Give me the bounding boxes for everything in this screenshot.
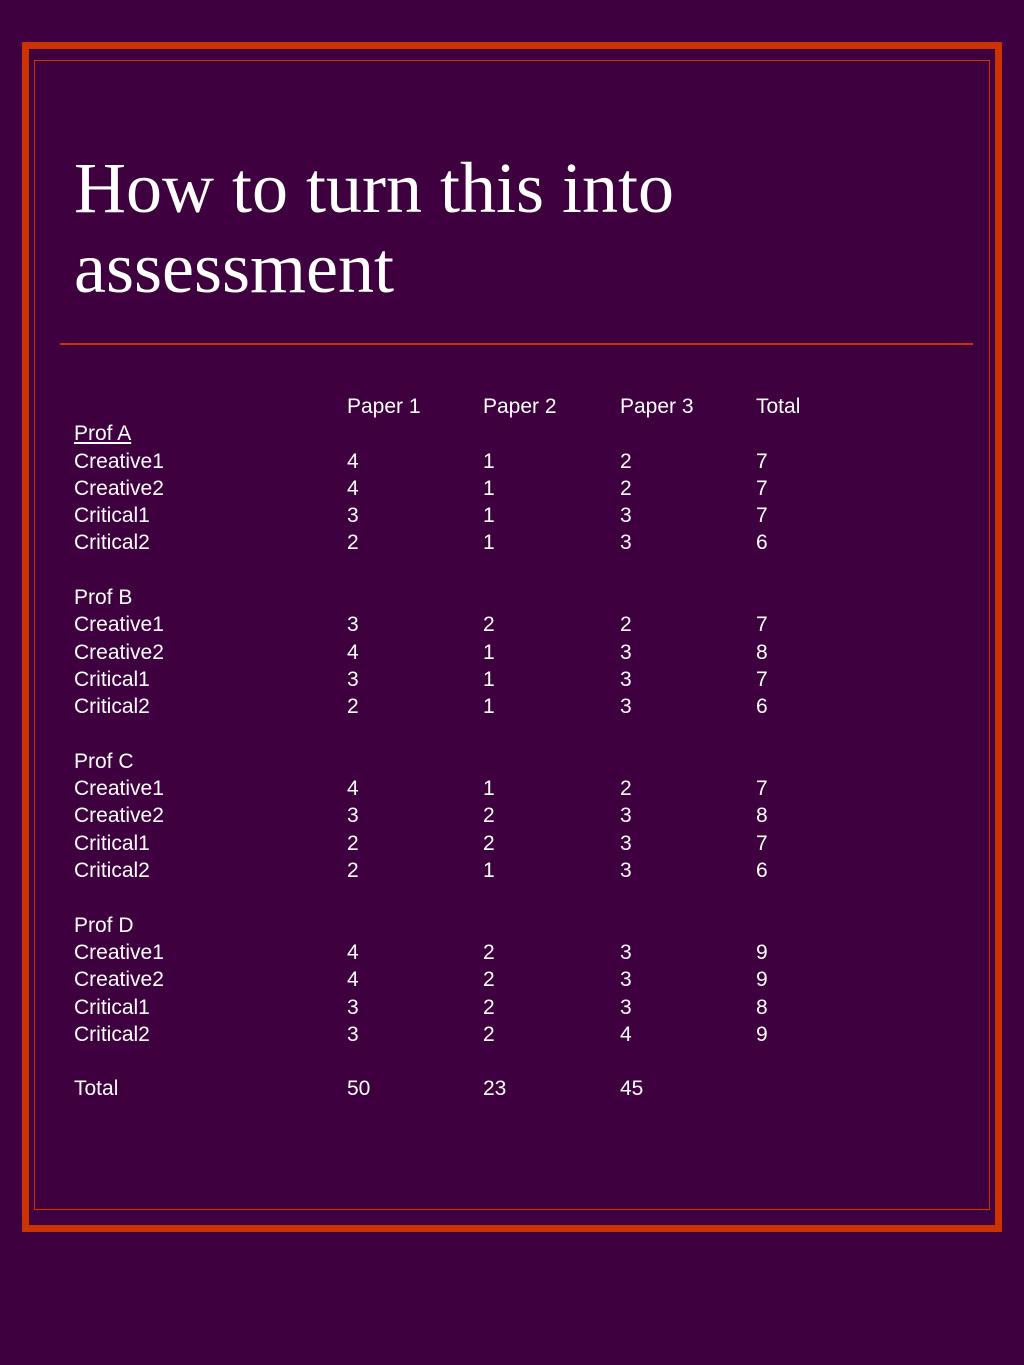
table-row xyxy=(74,502,856,529)
paper-3-score xyxy=(620,584,756,611)
paper-2-score: 2 xyxy=(483,804,495,828)
table-row xyxy=(74,748,856,775)
paper-2-score xyxy=(483,884,620,911)
paper-3-score: 3 xyxy=(620,859,632,883)
total-score: 7 xyxy=(756,504,768,528)
paper-2-score xyxy=(483,721,620,748)
paper-1-score: 4 xyxy=(347,777,359,801)
total-score: 9 xyxy=(756,940,768,964)
total-score: 7 xyxy=(756,476,768,500)
paper-1-score xyxy=(347,584,483,611)
total-score: 9 xyxy=(756,968,768,992)
row-label: Creative1 xyxy=(74,449,164,473)
paper-2-score: 2 xyxy=(483,1022,495,1046)
total-score xyxy=(756,884,856,911)
paper-2-score: 1 xyxy=(483,531,495,555)
paper-1-score: 3 xyxy=(347,995,359,1019)
paper-3-score xyxy=(620,1048,756,1075)
total-score xyxy=(756,420,856,447)
paper-3-score: 2 xyxy=(620,777,632,801)
table-row xyxy=(74,639,856,666)
paper-3-score: 3 xyxy=(620,667,632,691)
paper-1-score: 3 xyxy=(347,1022,359,1046)
paper-1-score: 2 xyxy=(347,695,359,719)
row-label: Creative2 xyxy=(74,968,164,992)
paper-2-score: 1 xyxy=(483,640,495,664)
row-label: Critical2 xyxy=(74,531,150,555)
paper-1-score: 3 xyxy=(347,613,359,637)
table-row xyxy=(74,830,856,857)
table-row xyxy=(74,475,856,502)
paper-3-score xyxy=(620,557,756,584)
total-score: 6 xyxy=(756,695,768,719)
paper-2-score xyxy=(483,557,620,584)
paper-2-score xyxy=(483,748,620,775)
total-score xyxy=(756,1048,856,1075)
row-label: Prof A xyxy=(74,422,132,446)
paper-1-score: 50 xyxy=(347,1077,371,1101)
paper-2-score: 2 xyxy=(483,968,495,992)
paper-3-score: 3 xyxy=(620,504,632,528)
paper-1-score xyxy=(347,748,483,775)
header-cell-paper-2: Paper 2 xyxy=(483,395,557,418)
paper-1-score xyxy=(347,721,483,748)
total-score: 7 xyxy=(756,449,768,473)
scores-grid xyxy=(74,393,856,1103)
paper-1-score: 3 xyxy=(347,667,359,691)
row-label: Critical1 xyxy=(74,504,150,528)
header-cell-paper-3: Paper 3 xyxy=(620,395,694,418)
total-score: 7 xyxy=(756,777,768,801)
total-score: 6 xyxy=(756,531,768,555)
paper-3-score xyxy=(620,721,756,748)
paper-3-score: 3 xyxy=(620,995,632,1019)
table-row xyxy=(74,584,856,611)
table-row xyxy=(74,994,856,1021)
paper-3-score: 2 xyxy=(620,476,632,500)
paper-1-score: 4 xyxy=(347,640,359,664)
paper-3-score: 45 xyxy=(620,1077,644,1101)
header-cell-label xyxy=(74,393,347,420)
header-row xyxy=(74,393,856,420)
total-score: 7 xyxy=(756,613,768,637)
paper-2-score xyxy=(483,912,620,939)
paper-3-score xyxy=(620,912,756,939)
total-score: 8 xyxy=(756,640,768,664)
total-score: 8 xyxy=(756,995,768,1019)
table-row xyxy=(74,721,856,748)
total-score xyxy=(756,584,856,611)
paper-3-score: 2 xyxy=(620,449,632,473)
paper-1-score: 3 xyxy=(347,504,359,528)
table-row xyxy=(74,884,856,911)
paper-1-score xyxy=(347,912,483,939)
total-score: 8 xyxy=(756,804,768,828)
row-label: Prof D xyxy=(74,913,134,937)
paper-2-score xyxy=(483,420,620,447)
row-label xyxy=(74,1048,347,1075)
total-score xyxy=(756,748,856,775)
paper-1-score xyxy=(347,557,483,584)
table-row xyxy=(74,1048,856,1075)
table-row xyxy=(74,775,856,802)
table-row xyxy=(74,857,856,884)
paper-1-score: 2 xyxy=(347,831,359,855)
total-score xyxy=(756,557,856,584)
paper-2-score: 2 xyxy=(483,940,495,964)
row-label: Total xyxy=(74,1077,119,1101)
row-label: Critical2 xyxy=(74,859,150,883)
table-row xyxy=(74,912,856,939)
paper-3-score: 2 xyxy=(620,613,632,637)
paper-1-score: 3 xyxy=(347,804,359,828)
row-label xyxy=(74,721,347,748)
paper-2-score: 1 xyxy=(483,859,495,883)
paper-3-score xyxy=(620,884,756,911)
total-score xyxy=(756,721,856,748)
header-cell-paper-1: Paper 1 xyxy=(347,395,421,418)
row-label: Creative1 xyxy=(74,777,164,801)
row-label: Creative1 xyxy=(74,613,164,637)
table-row xyxy=(74,611,856,638)
table-row xyxy=(74,966,856,993)
row-label: Prof B xyxy=(74,586,133,610)
row-label: Creative1 xyxy=(74,940,164,964)
total-score xyxy=(756,912,856,939)
paper-1-score: 2 xyxy=(347,531,359,555)
total-score: 9 xyxy=(756,1022,768,1046)
paper-3-score: 3 xyxy=(620,640,632,664)
paper-3-score: 4 xyxy=(620,1022,632,1046)
table-row xyxy=(74,693,856,720)
paper-3-score: 3 xyxy=(620,695,632,719)
paper-1-score: 4 xyxy=(347,476,359,500)
paper-1-score: 4 xyxy=(347,449,359,473)
row-label: Critical1 xyxy=(74,831,150,855)
row-label xyxy=(74,557,347,584)
row-label: Creative2 xyxy=(74,640,164,664)
table-row xyxy=(74,1021,856,1048)
paper-2-score: 1 xyxy=(483,504,495,528)
table-row xyxy=(74,529,856,556)
paper-1-score: 2 xyxy=(347,859,359,883)
total-score: 7 xyxy=(756,667,768,691)
row-label: Critical1 xyxy=(74,667,150,691)
row-label: Prof C xyxy=(74,749,134,773)
table-row xyxy=(74,420,856,447)
table-row xyxy=(74,1075,856,1102)
paper-2-score xyxy=(483,584,620,611)
row-label: Creative2 xyxy=(74,804,164,828)
paper-3-score: 3 xyxy=(620,804,632,828)
total-score: 7 xyxy=(756,831,768,855)
paper-1-score xyxy=(347,884,483,911)
paper-2-score: 2 xyxy=(483,995,495,1019)
table-row xyxy=(74,557,856,584)
paper-2-score: 23 xyxy=(483,1077,507,1101)
table-row xyxy=(74,939,856,966)
paper-1-score xyxy=(347,1048,483,1075)
paper-2-score xyxy=(483,1048,620,1075)
slide-title: How to turn this into assessment xyxy=(74,148,675,308)
paper-3-score: 3 xyxy=(620,531,632,555)
row-label: Creative2 xyxy=(74,476,164,500)
paper-1-score xyxy=(347,420,483,447)
paper-2-score: 2 xyxy=(483,831,495,855)
total-score: 6 xyxy=(756,859,768,883)
row-label: Critical1 xyxy=(74,995,150,1019)
row-label: Critical2 xyxy=(74,695,150,719)
paper-2-score: 1 xyxy=(483,476,495,500)
table-row xyxy=(74,666,856,693)
title-divider xyxy=(60,343,973,345)
header-cell-total: Total xyxy=(756,395,801,418)
row-label xyxy=(74,884,347,911)
paper-2-score: 1 xyxy=(483,695,495,719)
paper-3-score: 3 xyxy=(620,831,632,855)
paper-1-score: 4 xyxy=(347,968,359,992)
paper-1-score: 4 xyxy=(347,940,359,964)
paper-2-score: 1 xyxy=(483,449,495,473)
row-label: Critical2 xyxy=(74,1022,150,1046)
table-row xyxy=(74,448,856,475)
paper-3-score: 3 xyxy=(620,940,632,964)
paper-3-score xyxy=(620,420,756,447)
paper-2-score: 1 xyxy=(483,667,495,691)
paper-2-score: 1 xyxy=(483,777,495,801)
table-row xyxy=(74,802,856,829)
paper-3-score xyxy=(620,748,756,775)
paper-2-score: 2 xyxy=(483,613,495,637)
total-score xyxy=(756,1075,856,1102)
paper-3-score: 3 xyxy=(620,968,632,992)
